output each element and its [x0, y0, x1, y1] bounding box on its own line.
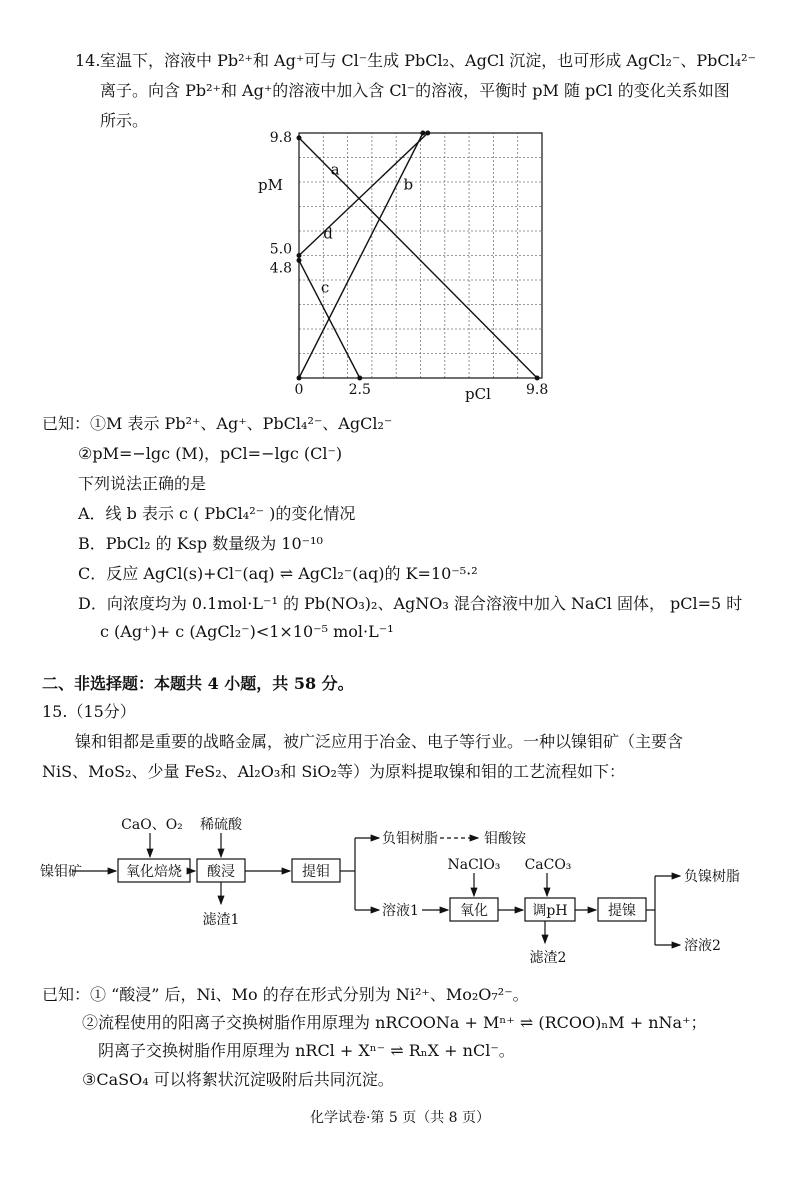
y-tick-label: 5.0	[269, 241, 292, 258]
flow-step-roast: 氧化焙烧	[126, 864, 182, 880]
series-label-d: d	[323, 224, 333, 243]
question-prompt: 下列说法正确的是	[78, 474, 207, 493]
data-point-d	[425, 131, 430, 136]
y-tick-label: 4.8	[269, 260, 292, 277]
question-number: 14.	[75, 51, 101, 70]
known-condition: ②pM=−lgc (M)，pCl=−lgc (Cl⁻)	[78, 444, 343, 463]
series-line-d	[299, 133, 428, 256]
question-intro-line: 镍和钼都是重要的战略金属，被广泛应用于冶金、电子等行业。一种以镍钼矿（主要含	[75, 732, 684, 751]
known-condition: 阴离子交换树脂作用原理为 nRCl + Xⁿ⁻ ⇌ RₙX + nCl⁻。	[98, 1041, 515, 1060]
known-condition: ②流程使用的阳离子交换树脂作用原理为 nRCOONa + Mⁿ⁺ ⇌ (RCOO)ₙM + nNa⁺；	[82, 1013, 707, 1032]
x-tick-label: 2.5	[348, 382, 371, 398]
question-intro-line: NiS、MoS₂、少量 FeS₂、Al₂O₃和 SiO₂等）为原料提取镍和钼的工艺流程如下：	[42, 762, 625, 781]
process-flow-diagram	[0, 800, 800, 980]
option-a: A．线 b 表示 c ( PbCl₄²⁻ )的变化情况	[78, 504, 356, 523]
flow-output-residue2: 滤渣2	[529, 950, 567, 966]
flow-input-dilute-acid: 稀硫酸	[200, 817, 242, 833]
flow-output-residue1: 滤渣1	[202, 912, 240, 928]
flow-mo-resin: 负钼树脂	[382, 831, 438, 847]
data-point-a	[535, 376, 540, 381]
flow-step-extract-mo: 提钼	[302, 864, 330, 880]
flow-input-naclo3: NaClO₃	[447, 857, 501, 873]
option-c: C．反应 AgCl(s)+Cl⁻(aq) ⇌ AgCl₂⁻(aq)的 K=10⁻⁵·²	[78, 564, 478, 583]
data-point-d	[297, 253, 302, 258]
flow-raw-material: 镍钼矿	[40, 864, 82, 880]
y-axis-label: pM	[258, 176, 283, 194]
flow-step-extract-ni: 提镍	[608, 903, 636, 919]
series-label-b: b	[403, 175, 414, 194]
question-stem-line: 所示。	[100, 111, 149, 130]
section-heading: 二、非选择题：本题共 4 小题，共 58 分。	[42, 674, 354, 693]
flow-solution2: 溶液2	[684, 938, 721, 954]
flow-input-caco3: CaCO₃	[524, 857, 572, 873]
known-condition: 已知：①M 表示 Pb²⁺、Ag⁺、PbCl₄²⁻、AgCl₂⁻	[42, 414, 393, 433]
known-condition: ③CaSO₄ 可以将絮状沉淀吸附后共同沉淀。	[82, 1070, 394, 1089]
data-point-b	[297, 376, 302, 381]
y-tick-label: 9.8	[269, 129, 292, 146]
flow-input-cao-o2: CaO、O₂	[121, 817, 183, 833]
flow-step-adjust-ph: 调pH	[532, 903, 568, 919]
pm-pcl-chart	[250, 125, 560, 410]
page-footer: 化学试卷·第 5 页（共 8 页）	[309, 1110, 491, 1126]
x-axis-label: pCl	[465, 385, 491, 403]
series-label-a: a	[330, 160, 340, 179]
option-d-continued: c (Ag⁺)+ c (AgCl₂⁻)<1×10⁻⁵ mol·L⁻¹	[100, 622, 394, 641]
question-number: 15.（15分）	[42, 702, 136, 721]
flow-solution1: 溶液1	[382, 903, 419, 919]
data-point-a	[297, 135, 302, 140]
flow-ammonium-molybdate: 钼酸铵	[484, 831, 526, 847]
data-point-c	[297, 258, 302, 263]
series-label-c: c	[320, 278, 330, 297]
data-point-b	[420, 131, 425, 136]
x-tick-label: 0	[294, 382, 304, 398]
question-stem-line: 室温下，溶液中 Pb²⁺和 Ag⁺可与 Cl⁻生成 PbCl₂、AgCl 沉淀，也可形成 AgCl₂⁻、PbCl₄²⁻	[100, 51, 757, 70]
known-condition: 已知：① “酸浸” 后，Ni、Mo 的存在形式分别为 Ni²⁺、Mo₂O₇²⁻。	[42, 985, 529, 1004]
flow-ni-resin: 负镍树脂	[684, 869, 740, 885]
option-d: D．向浓度均为 0.1mol·L⁻¹ 的 Pb(NO₃)₂、AgNO₃ 混合溶液中加入 NaCl 固体， pCl=5 时	[78, 594, 743, 613]
option-b: B．PbCl₂ 的 Ksp 数量级为 10⁻¹⁰	[78, 534, 323, 553]
x-tick-label: 9.8	[526, 382, 549, 398]
flow-step-acid-leach: 酸浸	[207, 864, 235, 880]
flow-step-oxidize: 氧化	[460, 903, 488, 919]
question-stem-line: 离子。向含 Pb²⁺和 Ag⁺的溶液中加入含 Cl⁻的溶液，平衡时 pM 随 pCl 的变化关系如图	[100, 81, 730, 100]
data-point-c	[357, 376, 362, 381]
